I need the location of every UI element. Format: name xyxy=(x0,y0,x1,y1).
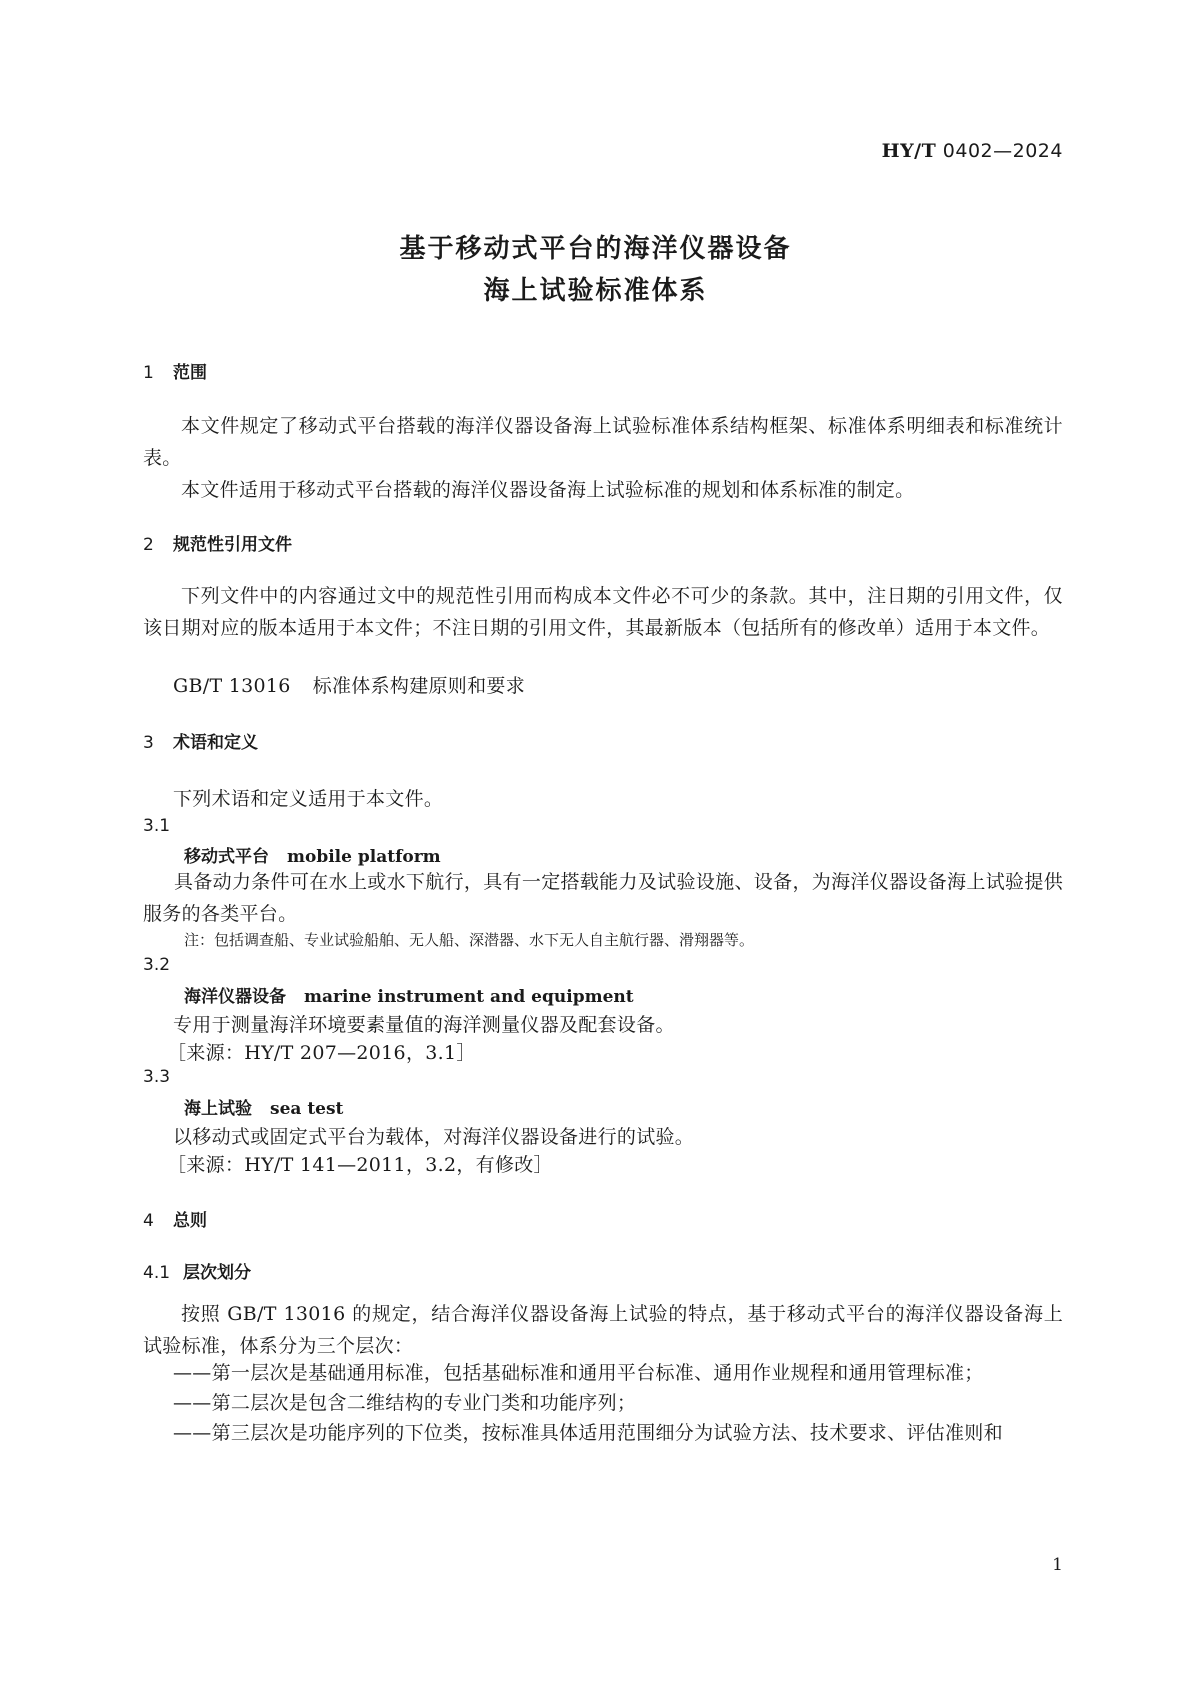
page-number: 1 xyxy=(1052,1555,1063,1575)
reference-item xyxy=(173,671,525,698)
reference-code: GB/T 13016 xyxy=(173,675,291,697)
section-1-heading xyxy=(143,358,207,383)
section-title: 术语和定义 xyxy=(173,733,258,753)
scope-paragraph-2: 本文件适用于移动式平台搭载的海洋仪器设备海上试验标准的规划和体系标准的制定。 xyxy=(181,479,915,501)
standard-prefix: HY/T xyxy=(881,140,937,162)
term-source: ［来源：HY/T 207—2016，3.1］ xyxy=(167,1042,476,1064)
section-number: 4.1 xyxy=(143,1263,171,1283)
term-cn: 海上试验 xyxy=(184,1099,252,1119)
level-item-1: ——第一层次是基础通用标准，包括基础标准和通用平台标准、通用作业规程和通用管理标准； xyxy=(173,1362,984,1384)
section-title: 总则 xyxy=(173,1211,207,1231)
term-en: marine instrument and equipment xyxy=(304,987,634,1007)
term-number: 3.3 xyxy=(143,1067,171,1087)
section-4-1-heading xyxy=(143,1258,251,1283)
term-definition: 以移动式或固定式平台为载体，对海洋仪器设备进行的试验。 xyxy=(173,1126,695,1148)
levels-intro: 按照 GB/T 13016 的规定，结合海洋仪器设备海上试验的特点，基于移动式平台的海洋仪器设备海上试验标准，体系分为三个层次： xyxy=(143,1303,1063,1357)
term-note: 注：包括调查船、专业试验船舶、无人船、深潜器、水下无人自主航行器、滑翔器等。 xyxy=(184,931,755,949)
section-number: 1 xyxy=(143,363,154,383)
section-2-heading xyxy=(143,530,292,555)
scope-paragraph-1: 本文件规定了移动式平台搭载的海洋仪器设备海上试验标准体系结构框架、标准体系明细表和标准统计表。 xyxy=(143,415,1063,469)
level-item-3: ——第三层次是功能序列的下位类，按标准具体适用范围细分为试验方法、技术要求、评估准则和 xyxy=(173,1422,1003,1444)
term-number: 3.2 xyxy=(143,955,171,975)
reference-title: 标准体系构建原则和要求 xyxy=(312,675,526,697)
section-title: 范围 xyxy=(173,363,207,383)
section-title: 规范性引用文件 xyxy=(173,535,292,555)
term-definition: 具备动力条件可在水上或水下航行，具有一定搭载能力及试验设施、设备，为海洋仪器设备海上试验提供服务的各类平台。 xyxy=(143,871,1063,925)
term-source: ［来源：HY/T 141—2011，3.2，有修改］ xyxy=(167,1154,553,1176)
term-title xyxy=(184,842,441,867)
term-en: mobile platform xyxy=(287,847,441,867)
section-4-heading xyxy=(143,1206,207,1231)
title-line-1: 基于移动式平台的海洋仪器设备 xyxy=(399,234,792,264)
term-definition: 专用于测量海洋环境要素量值的海洋测量仪器及配套设备。 xyxy=(173,1014,675,1036)
section-3-heading xyxy=(143,728,258,753)
term-title xyxy=(184,1094,343,1119)
refs-paragraph: 下列文件中的内容通过文中的规范性引用而构成本文件必不可少的条款。其中，注日期的引用文件，仅该日期对应的版本适用于本文件；不注日期的引用文件，其最新版本（包括所有的修改单）适用于本文件。 xyxy=(143,585,1063,639)
section-number: 2 xyxy=(143,535,154,555)
standard-number xyxy=(882,140,1063,162)
section-number: 4 xyxy=(143,1211,154,1231)
section-title: 层次划分 xyxy=(183,1263,251,1283)
level-item-2: ——第二层次是包含二维结构的专业门类和功能序列； xyxy=(173,1392,637,1414)
term-cn: 移动式平台 xyxy=(184,847,269,867)
term-number: 3.1 xyxy=(143,816,171,836)
term-title xyxy=(184,982,634,1007)
terms-intro: 下列术语和定义适用于本文件。 xyxy=(173,788,444,810)
section-number: 3 xyxy=(143,733,154,753)
term-cn: 海洋仪器设备 xyxy=(184,987,286,1007)
standard-code: 0402—2024 xyxy=(942,140,1063,162)
title-line-2: 海上试验标准体系 xyxy=(483,276,708,306)
term-en: sea test xyxy=(270,1099,344,1119)
